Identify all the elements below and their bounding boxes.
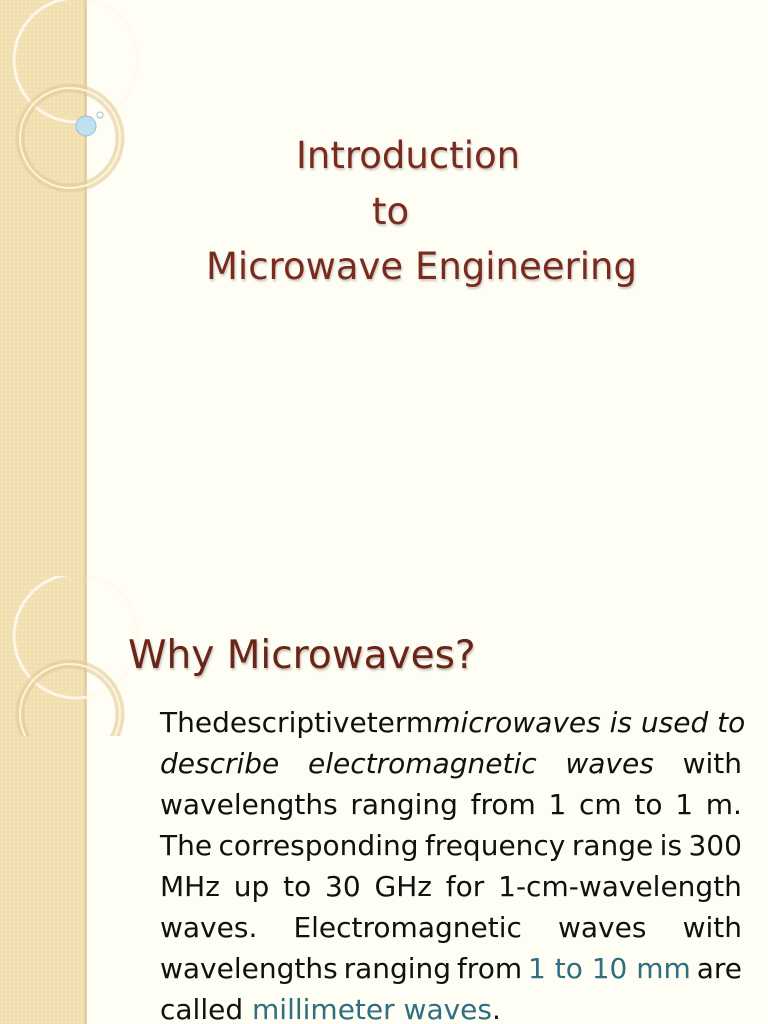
- word: m.: [705, 788, 742, 821]
- title-line-3: Microwave Engineering: [206, 245, 637, 288]
- word: ranging: [350, 788, 458, 821]
- word: waves: [565, 747, 654, 780]
- paragraph-line: [160, 702, 746, 743]
- word: ranging: [343, 952, 452, 985]
- paragraph-line: [160, 989, 742, 1024]
- title-line-2: to: [372, 190, 410, 233]
- highlighted-term: millimeter waves: [252, 993, 492, 1024]
- paragraph-line: [160, 907, 742, 948]
- word: range: [571, 829, 654, 862]
- paragraph-line: [160, 784, 742, 825]
- content-slide: [0, 576, 768, 1024]
- word: describe: [160, 747, 280, 780]
- word: 1: [548, 788, 567, 821]
- word: are: [696, 952, 742, 985]
- word: cm: [579, 788, 622, 821]
- decorative-circles-icon: [0, 0, 140, 200]
- word: term: [366, 706, 434, 739]
- decorative-circles-icon: [0, 576, 140, 736]
- paragraph-line: [160, 825, 742, 866]
- word: from: [456, 952, 523, 985]
- word: descriptive: [212, 706, 367, 739]
- word: Electromagnetic: [293, 911, 522, 944]
- word: called: [160, 993, 244, 1024]
- word: wavelengths: [160, 788, 338, 821]
- highlighted-range: 1 to 10 mm: [528, 952, 691, 985]
- word: is: [659, 829, 683, 862]
- slide-heading: Why Microwaves?: [128, 633, 476, 678]
- paragraph-line: [160, 743, 742, 784]
- italic-phrase: microwaves is used to: [433, 706, 746, 739]
- title-line-1: Introduction: [296, 134, 521, 177]
- word: waves.: [160, 911, 258, 944]
- word: to: [283, 870, 312, 903]
- word: with: [682, 747, 742, 780]
- word: electromagnetic: [308, 747, 537, 780]
- word: to: [634, 788, 663, 821]
- word: 1: [675, 788, 694, 821]
- body-paragraph: [160, 702, 746, 1024]
- word: GHz: [374, 870, 432, 903]
- word: frequency: [424, 829, 566, 862]
- word: for: [445, 870, 485, 903]
- word: The: [160, 706, 213, 739]
- word: wavelengths: [160, 952, 338, 985]
- word: 300: [688, 829, 742, 862]
- word: 30: [325, 870, 361, 903]
- paragraph-line: [160, 866, 742, 907]
- word: from: [470, 788, 536, 821]
- paragraph-line: [160, 948, 742, 989]
- word: MHz: [160, 870, 220, 903]
- word: 1-cm-wavelength: [498, 870, 742, 903]
- period: .: [492, 993, 501, 1024]
- word: corresponding: [218, 829, 419, 862]
- word: with: [682, 911, 742, 944]
- word: up: [233, 870, 270, 903]
- word: The: [160, 829, 213, 862]
- word: waves: [558, 911, 647, 944]
